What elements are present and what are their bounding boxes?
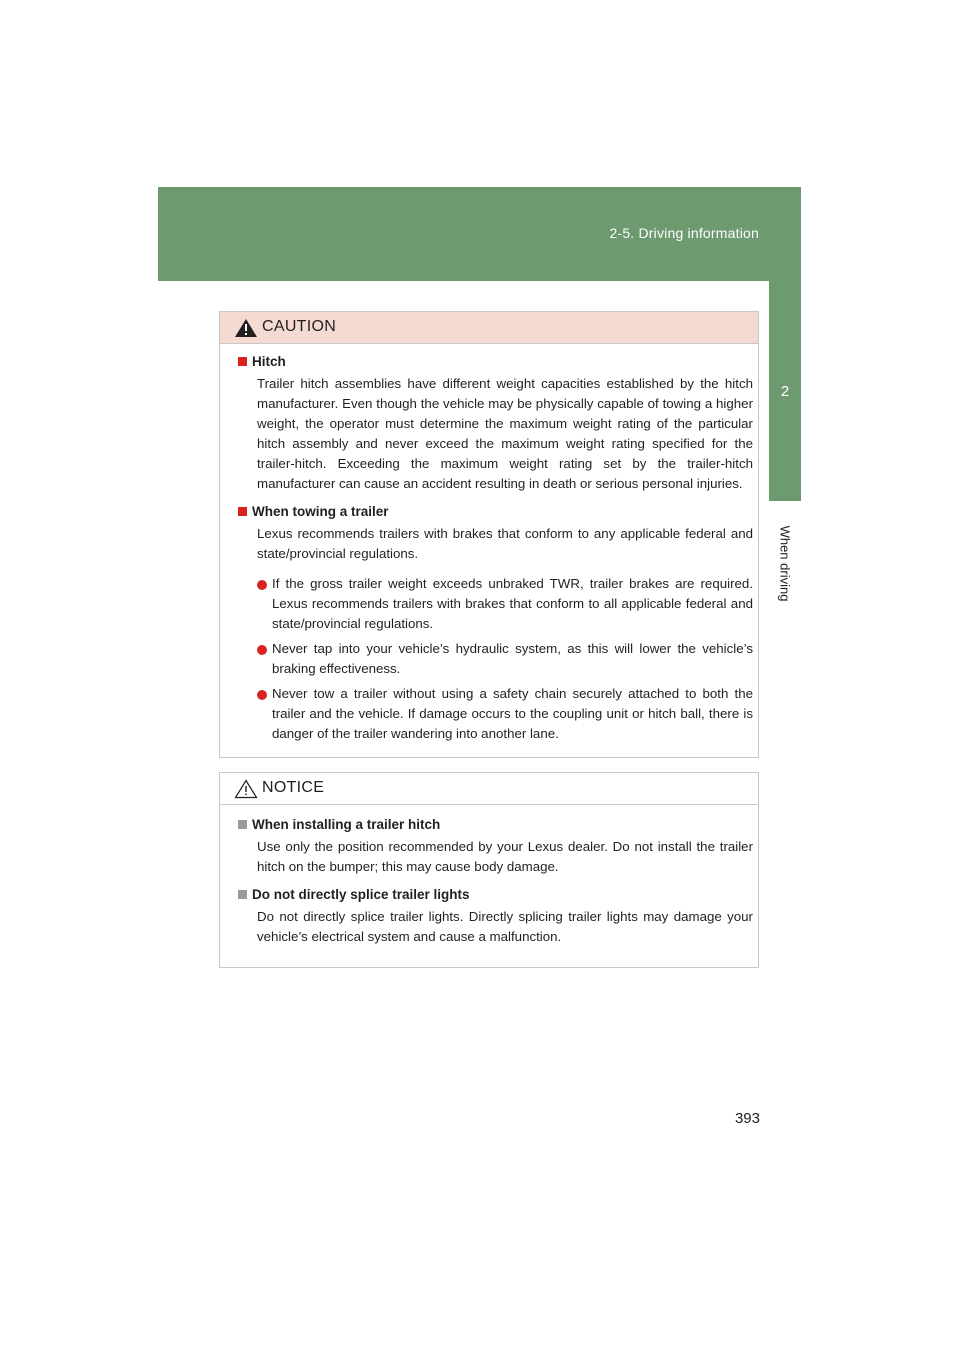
heading-text: When towing a trailer	[252, 504, 389, 519]
notice-paragraph: Do not directly splice trailer lights. Directly splicing trailer lights may damage your vehicle’s electrical system and cause a malfunction.	[257, 909, 753, 944]
red-dot-bullet-icon	[257, 580, 267, 590]
caution-section-heading	[238, 504, 753, 519]
caution-paragraph: Trailer hitch assemblies have different weight capacities established by the hitch manufacturer. Even though the vehicle may be physically capable of towing a higher weight, the operator must determine the maximum weight rating of the particular hitch assembly and never exceed the maximum weight rating specified for the trailer-hitch. Exceeding the maximum weight rating set by the trailer-hitch manufacturer can cause an accident resulting in death or serious personal injuries.	[257, 376, 753, 491]
notice-section-heading	[238, 817, 753, 832]
warning-triangle-outline-icon	[234, 779, 258, 799]
notice-body	[220, 805, 758, 947]
section-title: 2-5. Driving information	[609, 225, 759, 241]
caution-paragraph: Lexus recommends trailers with brakes that conform to any applicable federal and state/provincial regulations.	[257, 526, 753, 561]
bullet-text: Never tap into your vehicle’s hydraulic system, as this will lower the vehicle’s braking effectiveness.	[272, 641, 753, 676]
caution-header	[220, 312, 758, 344]
red-square-bullet-icon	[238, 507, 247, 516]
caution-bullet-item	[272, 639, 753, 679]
heading-text: When installing a trailer hitch	[252, 817, 441, 832]
header-band	[158, 187, 801, 281]
notice-header	[220, 773, 758, 805]
chapter-side-tab	[769, 281, 801, 626]
red-dot-bullet-icon	[257, 690, 267, 700]
caution-bullet-item	[272, 574, 753, 634]
gray-square-bullet-icon	[238, 890, 247, 899]
notice-title: NOTICE	[262, 779, 325, 796]
caution-title: CAUTION	[262, 318, 337, 335]
notice-section-heading	[238, 887, 753, 902]
caution-body	[220, 344, 758, 744]
heading-text: Hitch	[252, 354, 286, 369]
chapter-number: 2	[769, 281, 801, 501]
page-number: 393	[734, 1110, 760, 1127]
bullet-text: If the gross trailer weight exceeds unbraked TWR, trailer brakes are required. Lexus recommends trailers with brakes that conform to all applicable federal and state/provincial regulations.	[272, 576, 753, 631]
heading-text: Do not directly splice trailer lights	[252, 887, 470, 902]
bullet-text: Never tow a trailer without using a safety chain securely attached to both the trailer and the vehicle. If damage occurs to the coupling unit or hitch ball, there is danger of the trailer wandering into another lane.	[272, 686, 753, 741]
gray-square-bullet-icon	[238, 820, 247, 829]
notice-box	[219, 772, 759, 968]
notice-paragraph: Use only the position recommended by your Lexus dealer. Do not install the trailer hitch on the bumper; this may cause body damage.	[257, 839, 753, 874]
chapter-label: When driving	[777, 525, 793, 602]
warning-triangle-icon	[234, 318, 258, 338]
caution-section-heading	[238, 354, 753, 369]
red-square-bullet-icon	[238, 357, 247, 366]
caution-box	[219, 311, 759, 758]
chapter-label-wrap	[769, 501, 801, 626]
red-dot-bullet-icon	[257, 645, 267, 655]
caution-bullet-item	[272, 684, 753, 744]
